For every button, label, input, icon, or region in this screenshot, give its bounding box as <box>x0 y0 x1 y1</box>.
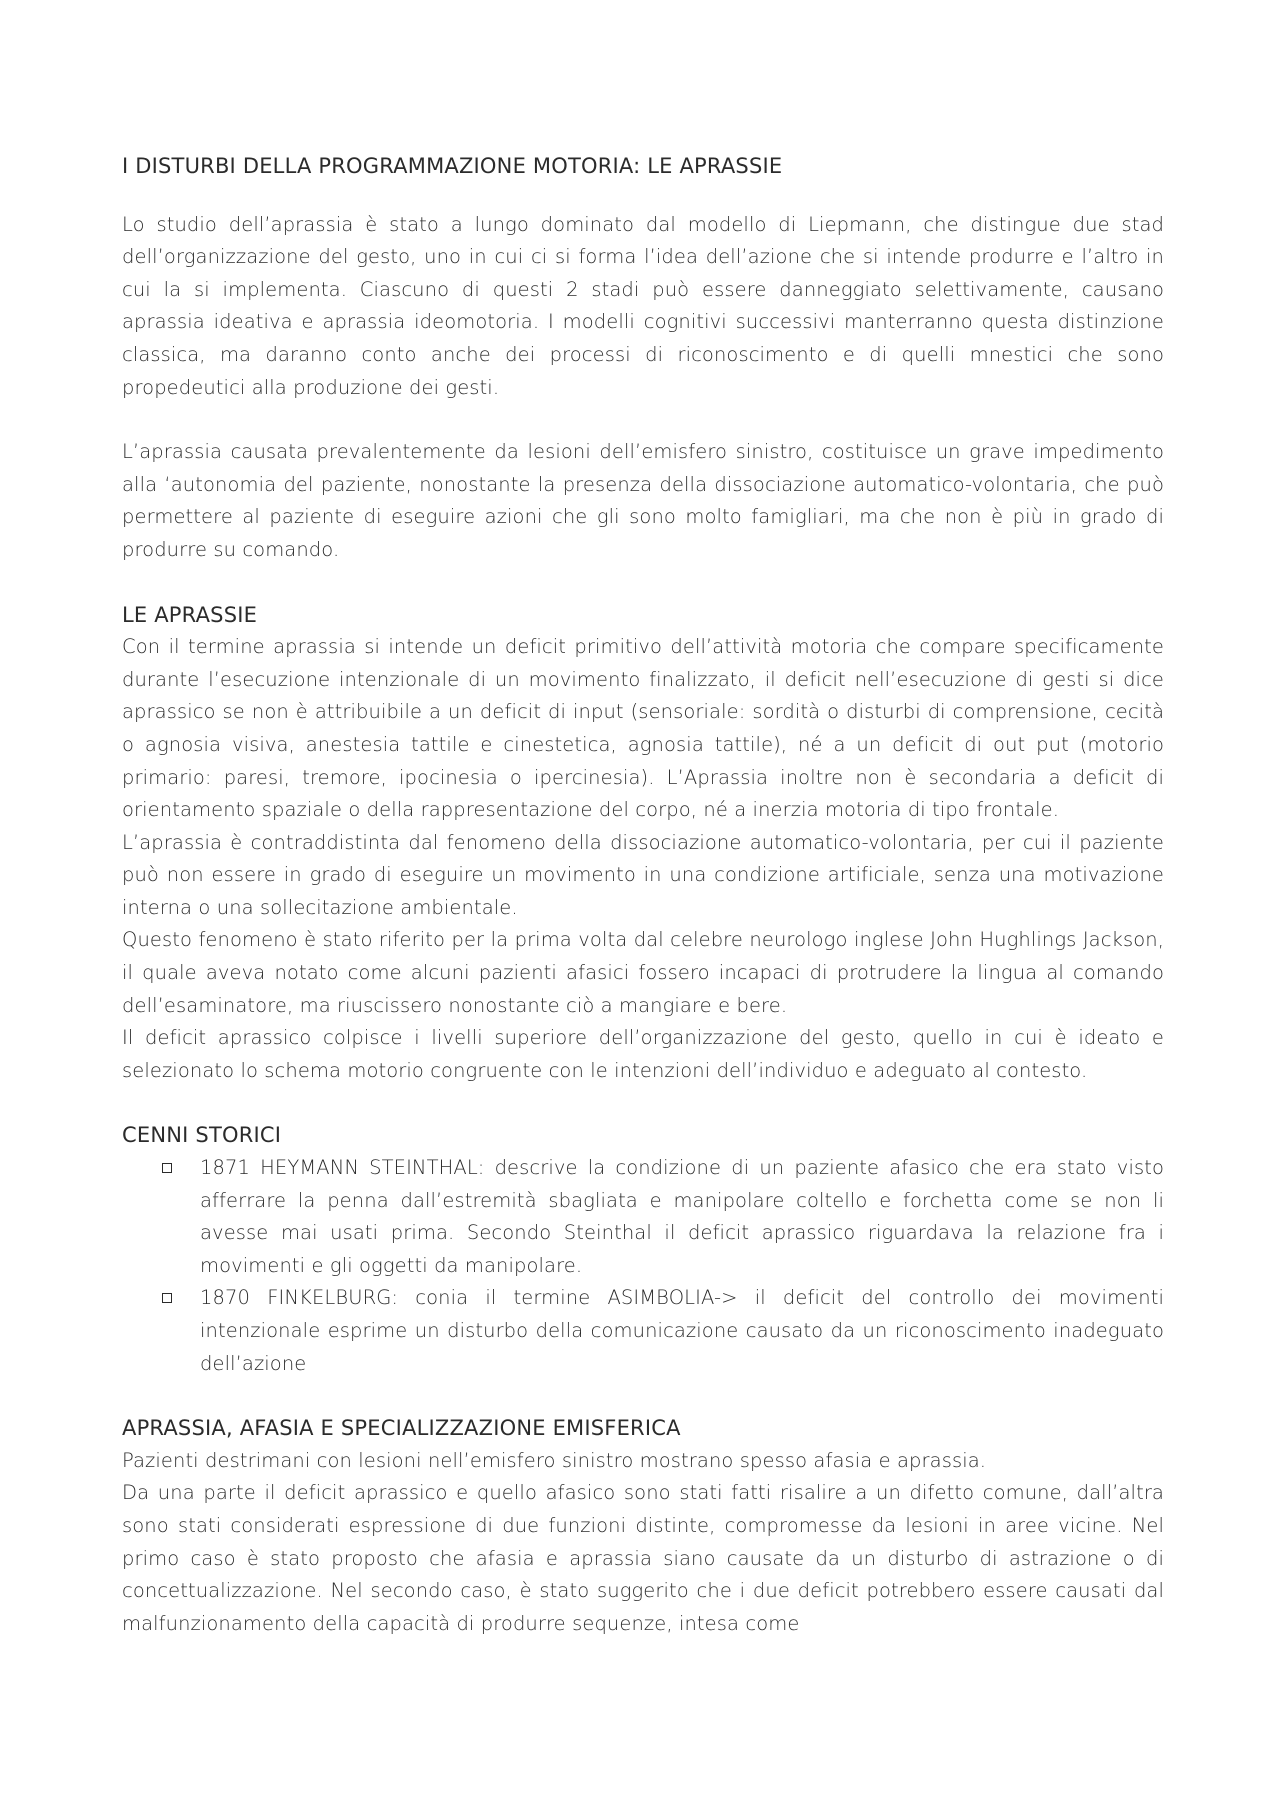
checkbox-bullet-icon <box>162 1293 172 1303</box>
checkbox-bullet-icon <box>162 1163 172 1173</box>
list-item <box>162 1282 1164 1380</box>
paragraph-gap <box>122 1380 1164 1412</box>
le-aprassie-paragraph-4: Il deficit aprassico colpisce i livelli superiore dell’organizzazione del gesto, quello in cui è ideato e selezionato lo schema motorio congruente con le intenzioni dell’individuo e adeguato al contesto. <box>122 1026 1164 1082</box>
list-item-text: 1871 HEYMANN STEINTHAL: descrive la condizione di un paziente afasico che era stato visto afferrare la penna dall’estremità sbagliata e manipolare coltello e forchetta come se non li avesse mai usati prima. Secondo Steinthal il deficit aprassico riguardava la relazione fra i movimenti e gli oggetti da manipolare. <box>200 1156 1164 1277</box>
le-aprassie-paragraph-2: L’aprassia è contraddistinta dal fenomeno della dissociazione automatico-volontaria, per cui il paziente può non essere in grado di eseguire un movimento in una condizione artificiale, senza una motivazione interna o una sollecitazione ambientale. <box>122 830 1164 919</box>
paragraph-gap <box>122 567 1164 599</box>
section-heading-le-aprassie: LE APRASSIE <box>122 602 258 627</box>
paragraph-gap <box>122 1087 1164 1119</box>
aprassia-afasia-paragraph-1: Pazienti destrimani con lesioni nell’emisfero sinistro mostrano spesso afasia e aprassia. <box>122 1448 987 1472</box>
le-aprassie-paragraph-3: Questo fenomeno è stato riferito per la prima volta dal celebre neurologo inglese John Hughlings Jackson, il quale aveva notato come alcuni pazienti afasici fossero incapaci di protrudere la lingua al comando dell’esaminatore, ma riuscissero nonostante ciò a mangiare e bere. <box>122 928 1164 1017</box>
aprassia-afasia-paragraph-2: Da una parte il deficit aprassico e quello afasico sono stati fatti risalire a un difetto comune, dall’altra sono stati considerati espressione di due funzioni distinte, compromesse da lesioni in aree vicine. Nel primo caso è stato proposto che afasia e aprassia siano causate da un disturbo di astrazione o di concettualizzazione. Nel secondo caso, è stato suggerito che i due deficit potrebbero essere causati dal malfunzionamento della capacità di produrre sequenze, intesa come <box>122 1481 1164 1635</box>
paragraph-gap <box>122 404 1164 436</box>
list-item-text: 1870 FINKELBURG: conia il termine ASIMBOLIA-> il deficit del controllo dei movimenti intenzionale esprime un disturbo della comunicazione causato da un riconoscimento inadeguato dell’azione <box>200 1286 1164 1375</box>
page-title: I DISTURBI DELLA PROGRAMMAZIONE MOTORIA: LE APRASSIE <box>122 154 783 178</box>
section-heading-aprassia-afasia: APRASSIA, AFASIA E SPECIALIZZAZIONE EMISFERICA <box>122 1416 681 1441</box>
le-aprassie-paragraph-1: Con il termine aprassia si intende un deficit primitivo dell’attività motoria che compare specificamente durante l’esecuzione intenzionale di un movimento finalizzato, il deficit nell’esecuzione di gesti si dice aprassico se non è attribuibile a un deficit di input (sensoriale: sordità o disturbi di comprensione, cecità o agnosia visiva, anestesia tattile e cinestetica, agnosia tattile), né a un deficit di out put (motorio primario: paresi, tremore, ipocinesia o ipercinesia). L’Aprassia inoltre non è secondaria a deficit di orientamento spaziale o della rappresentazione del corpo, né a inerzia motoria di tipo frontale. <box>122 635 1164 822</box>
list-item <box>162 1152 1164 1282</box>
section-heading-cenni-storici: CENNI STORICI <box>122 1123 282 1148</box>
intro-paragraph-1: Lo studio dell’aprassia è stato a lungo dominato dal modello di Liepmann, che distingue due stad dell’organizzazione del gesto, uno in cui ci si forma l’idea dell’azione che si intende produrre e l’altro in cui la si implementa. Ciascuno di questi 2 stadi può essere danneggiato selettivamente, causano aprassia ideativa e aprassia ideomotoria. I modelli cognitivi successivi manterranno questa distinzione classica, ma daranno conto anche dei processi di riconoscimento e di quelli mnestici che sono propedeutici alla produzione dei gesti. <box>122 212 1164 399</box>
cenni-storici-list <box>122 1152 1164 1380</box>
intro-paragraph-2: L’aprassia causata prevalentemente da lesioni dell’emisfero sinistro, costituisce un grave impedimento alla ‘autonomia del paziente, nonostante la presenza della dissociazione automatico-volontaria, che può permettere al paziente di eseguire azioni che gli sono molto famigliari, ma che non è più in grado di produrre su comando. <box>122 440 1164 561</box>
document-body <box>122 150 1164 1640</box>
